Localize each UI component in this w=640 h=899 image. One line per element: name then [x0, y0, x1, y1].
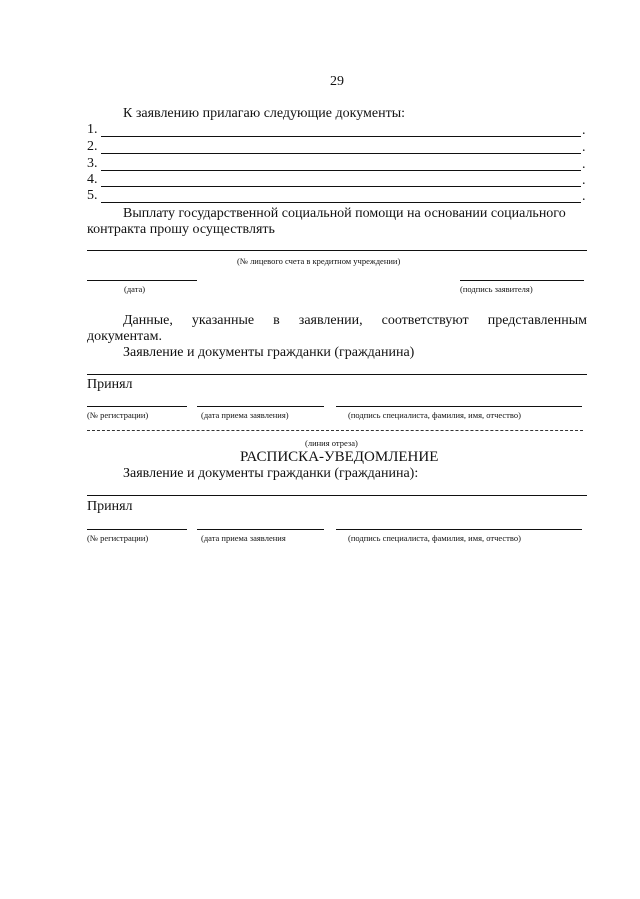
cut-line-caption: (линия отреза) [305, 438, 358, 448]
acceptance-date-line [197, 406, 324, 407]
word: Данные, [123, 313, 173, 328]
citizen-name-line [87, 374, 587, 375]
acceptance-date-caption: (дата приема заявления) [201, 410, 289, 420]
receipt-specialist-signature-line [336, 529, 582, 530]
list-item-number: 4. [87, 172, 98, 187]
account-caption: (№ лицевого счета в кредитном учреждении) [237, 256, 401, 266]
word: соответствуют [381, 313, 469, 328]
fill-line [101, 202, 581, 203]
list-item-number: 2. [87, 139, 98, 154]
word: в [273, 313, 280, 328]
line-terminator: . [582, 173, 586, 188]
receipt-specialist-caption: (подпись специалиста, фамилия, имя, отчество) [348, 533, 521, 543]
registration-caption: (№ регистрации) [87, 410, 149, 420]
cut-line [87, 430, 583, 431]
list-item-number: 1. [87, 122, 98, 137]
receipt-accepted-label: Принял [87, 499, 133, 514]
attachments-intro: К заявлению прилагаю следующие документы: [123, 106, 406, 121]
word: заявлении, [298, 313, 363, 328]
signature-caption: (подпись заявителя) [460, 284, 533, 294]
account-line [87, 250, 587, 251]
confirmation-line1 [123, 313, 587, 329]
fill-line [101, 153, 581, 154]
line-terminator: . [582, 189, 586, 204]
receipt-title: РАСПИСКА-УВЕДОМЛЕНИЕ [240, 449, 439, 465]
line-terminator: . [582, 123, 586, 138]
confirmation-docs-line: Заявление и документы гражданки (гражданина) [123, 345, 415, 360]
receipt-docs-line: Заявление и документы гражданки (гражданина): [123, 466, 419, 481]
receipt-registration-caption: (№ регистрации) [87, 533, 149, 543]
receipt-acceptance-date-line [197, 529, 324, 530]
fill-line [101, 186, 581, 187]
accepted-label: Принял [87, 377, 133, 392]
confirmation-line2: документам. [87, 329, 162, 344]
payment-text-line2: контракта прошу осуществлять [87, 222, 275, 237]
specialist-caption: (подпись специалиста, фамилия, имя, отчество) [348, 410, 521, 420]
specialist-signature-line [336, 406, 582, 407]
date-caption: (дата) [124, 284, 146, 294]
applicant-signature-line [460, 280, 584, 281]
word: указанные [191, 313, 255, 328]
receipt-acceptance-date-caption: (дата приема заявления [201, 533, 286, 543]
payment-text-line1: Выплату государственной социальной помощи на основании социального [123, 206, 566, 221]
fill-line [101, 170, 581, 171]
receipt-registration-line [87, 529, 187, 530]
registration-line [87, 406, 187, 407]
date-line [87, 280, 197, 281]
word: представленным [487, 313, 587, 328]
page-number: 29 [330, 74, 344, 89]
line-terminator: . [582, 157, 586, 172]
list-item-number: 3. [87, 156, 98, 171]
receipt-citizen-name-line [87, 495, 587, 496]
list-item-number: 5. [87, 188, 98, 203]
fill-line [101, 136, 581, 137]
line-terminator: . [582, 140, 586, 155]
